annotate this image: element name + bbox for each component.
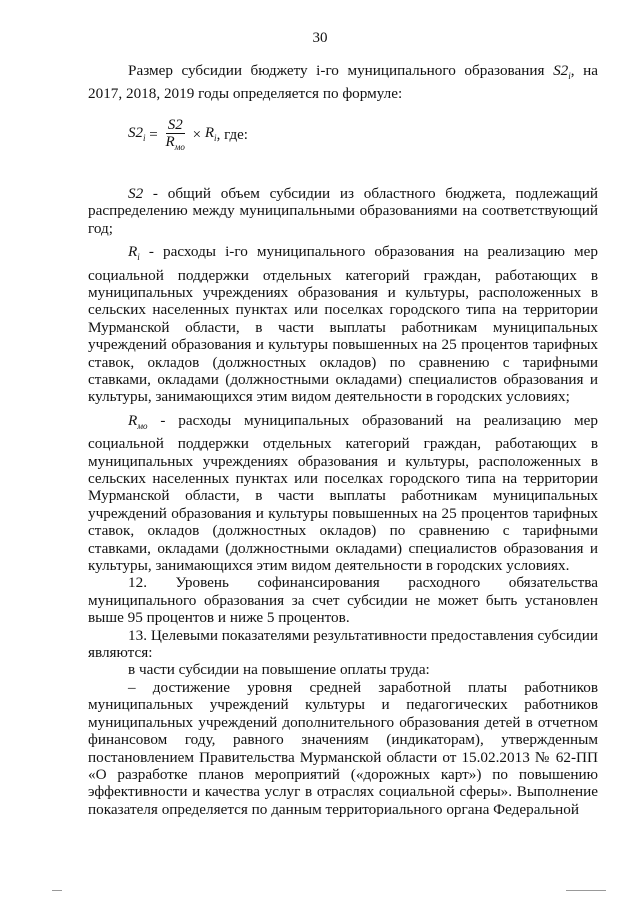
var-s2i: $S2_i$ bbox=[553, 62, 571, 82]
formula-lhs: $S2_i$ bbox=[128, 124, 146, 143]
formula-denominator: $R_{мо}$ bbox=[165, 133, 185, 152]
page-number: 30 bbox=[312, 30, 328, 46]
definition-s2: S2 - общий объем субсидии из областного бюджета, подлежащий распределению между муниципальными образованиями на соответствующий год; bbox=[88, 184, 598, 237]
clause-12: 12. Уровень софинансирования расходного обязательства муниципального образования за счет субсидии не может быть установлен выше 95 процентов и ниже 5 процентов. bbox=[88, 574, 598, 627]
intro-paragraph: Размер субсидии бюджету i-го муниципального образования $S2_i$, на 2017, 2018, 2019 годы определяется по формуле: bbox=[88, 62, 599, 103]
scan-edge-mark-right bbox=[566, 890, 606, 891]
formula-times: × bbox=[188, 127, 205, 144]
formula-equals: = bbox=[145, 127, 162, 144]
definition-rmo: $R_{мо}$ - расходы муниципальных образований на реализацию мер социальной поддержки отдельных категорий граждан, работающих в муниципальных учреждениях образования и культуры, расположенных в сельских населенных пунктах или поселках городского типа на территории Мурманской области, в части выплаты работникам муниципальных учреждений образования и культуры повышенных на 25 процентов тарифных ставок, окладов (должностных окладов) по сравнению с тарифными ставками, окладами (должностными окладами) специалистов образования и культуры, занимающихся этим видом деятельности в городских условиях. bbox=[88, 411, 598, 575]
clause-13-dash-item: – достижение уровня средней заработной платы работников муниципальных учреждений культуры и педагогических работников муниципальных учреждений дополнительного образования детей в отчетном финансовом году, равного значениям (индикаторам), утвержденным постановлением Правительства Мурманской области от 15.02.2013 № 62-ПП «О разработке планов мероприятий («дорожных карт») по повышению эффективности и качества услуг в отраслях социальной сферы». Выполнение показателя определяется по данным территориального органа Федеральной bbox=[88, 678, 598, 818]
clause-13: 13. Целевыми показателями результативности предоставления субсидии являются: bbox=[88, 626, 598, 662]
subsidy-formula bbox=[128, 117, 598, 155]
formula-tail: , где: bbox=[216, 127, 248, 144]
definition-ri: $R_i$ - расходы i-го муниципального образования на реализацию мер социальной поддержки отдельных категорий граждан, работающих в муниципальных учреждениях образования и культуры, расположенных в сельских населенных пунктах или поселках городского типа на территории Мурманской области, в части выплаты работникам муниципальных учреждений образования и культуры повышенных на 25 процентов тарифных ставок, окладов (должностных окладов) по сравнению с тарифными ставками, окладами (должностными окладами) специалистов образования и культуры, занимающихся этим видом деятельности в городских условиях; bbox=[88, 243, 598, 406]
clause-13-part: в части субсидии на повышение оплаты труда: bbox=[128, 661, 430, 679]
formula-numerator: S2 bbox=[167, 116, 183, 133]
scan-edge-mark-left bbox=[52, 890, 62, 891]
formula-fraction bbox=[165, 117, 184, 155]
document-body bbox=[88, 62, 598, 818]
formula-ri: $R_i$ bbox=[204, 124, 217, 143]
